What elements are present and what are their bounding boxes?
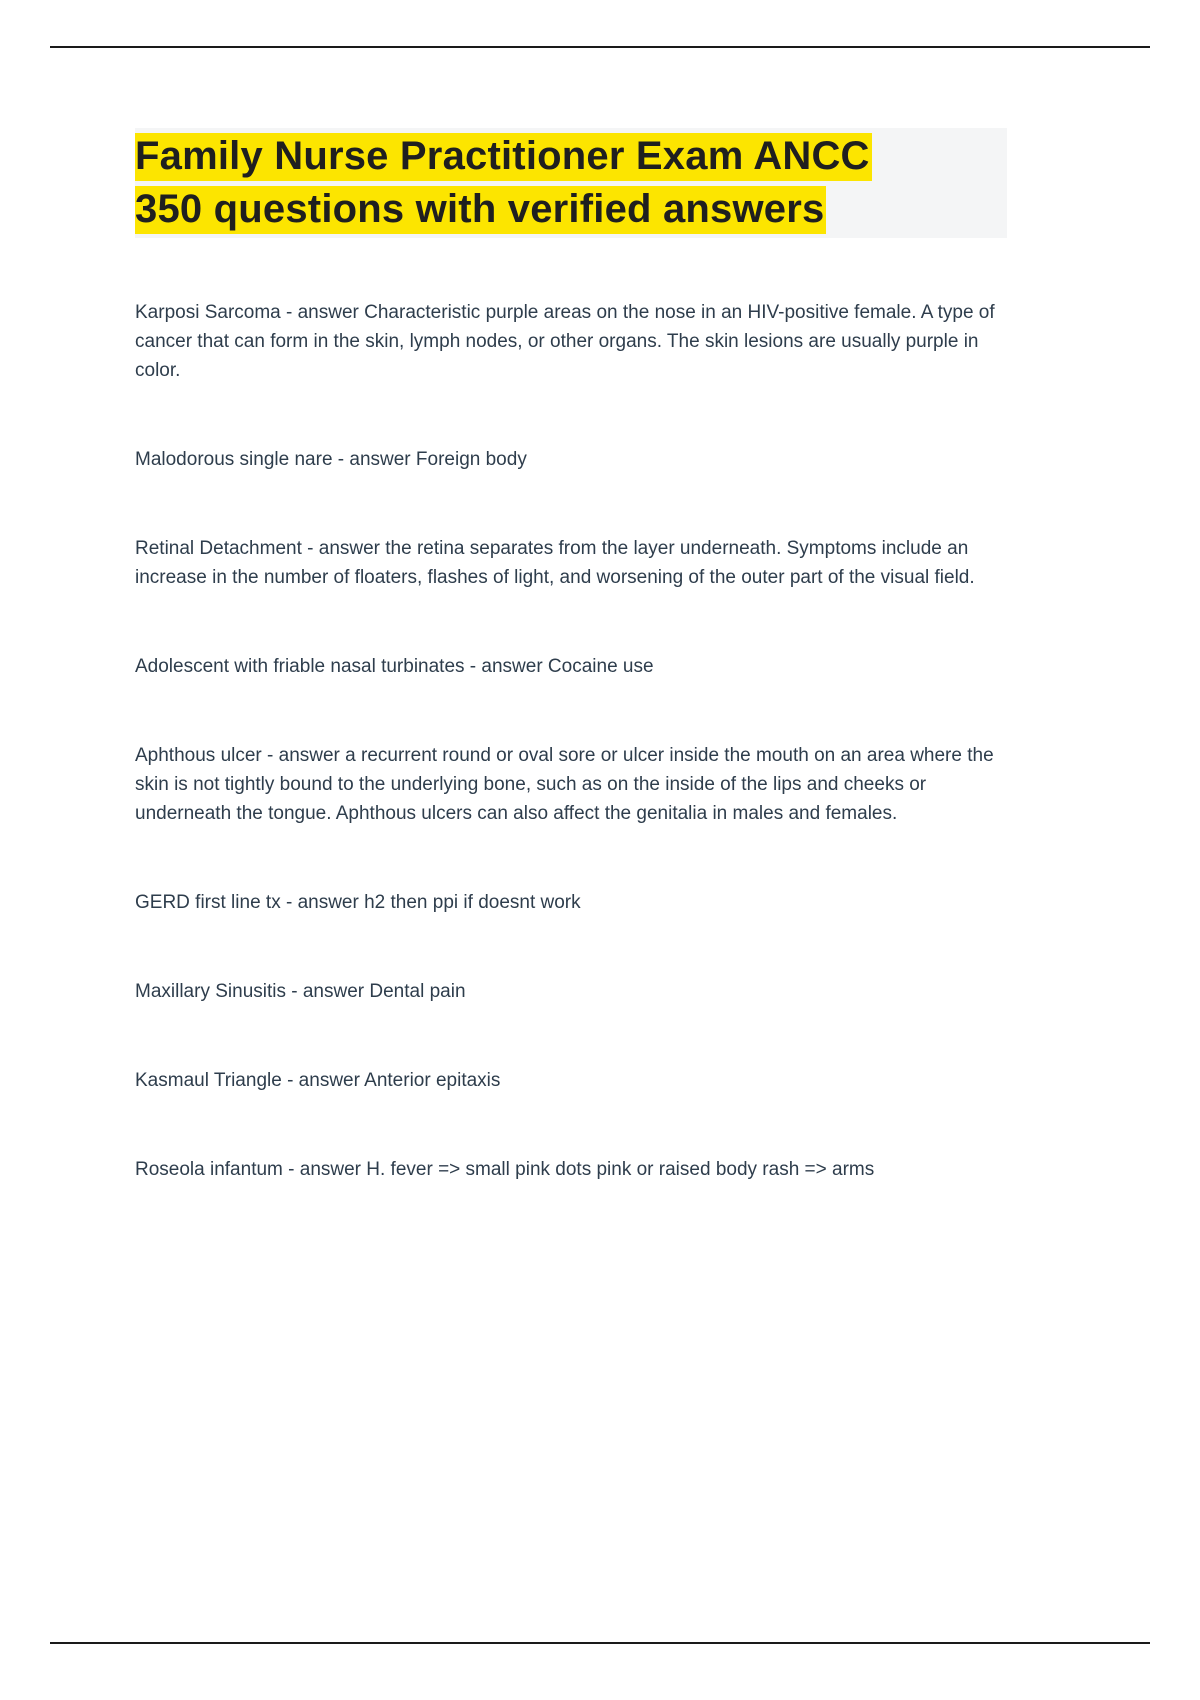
qa-item: Malodorous single nare - answer Foreign body <box>135 449 527 470</box>
top-rule <box>50 46 1150 48</box>
qa-item: Roseola infantum - answer H. fever => small pink dots pink or raised body rash => arms <box>135 1159 875 1180</box>
qa-item: Kasmaul Triangle - answer Anterior epitaxis <box>135 1070 501 1091</box>
bottom-rule <box>50 1642 1150 1644</box>
qa-item: Retinal Detachment - answer the retina separates from the layer underneath. Symptoms include an increase in the number of floaters, flashes of light, and worsening of the outer part of the visual field. <box>135 538 975 588</box>
qa-item: Adolescent with friable nasal turbinates - answer Cocaine use <box>135 656 654 677</box>
qa-item: Karposi Sarcoma - answer Characteristic purple areas on the nose in an HIV-positive female. A type of cancer that can form in the skin, lymph nodes, or other organs. The skin lesions are usually purple in color. <box>135 302 995 381</box>
document-content <box>135 128 1007 1244</box>
qa-item: Aphthous ulcer - answer a recurrent round or oval sore or ulcer inside the mouth on an area where the skin is not tightly bound to the underlying bone, such as on the inside of the lips and cheeks or underneath the tongue. Aphthous ulcers can also affect the genitalia in males and females. <box>135 745 994 824</box>
qa-item: GERD first line tx - answer h2 then ppi if doesnt work <box>135 892 581 913</box>
title-highlight-line1: Family Nurse Practitioner Exam ANCC <box>135 133 872 181</box>
qa-item: Maxillary Sinusitis - answer Dental pain <box>135 981 466 1002</box>
title-highlight-line2: 350 questions with verified answers <box>135 186 826 234</box>
page-title <box>135 128 1007 238</box>
